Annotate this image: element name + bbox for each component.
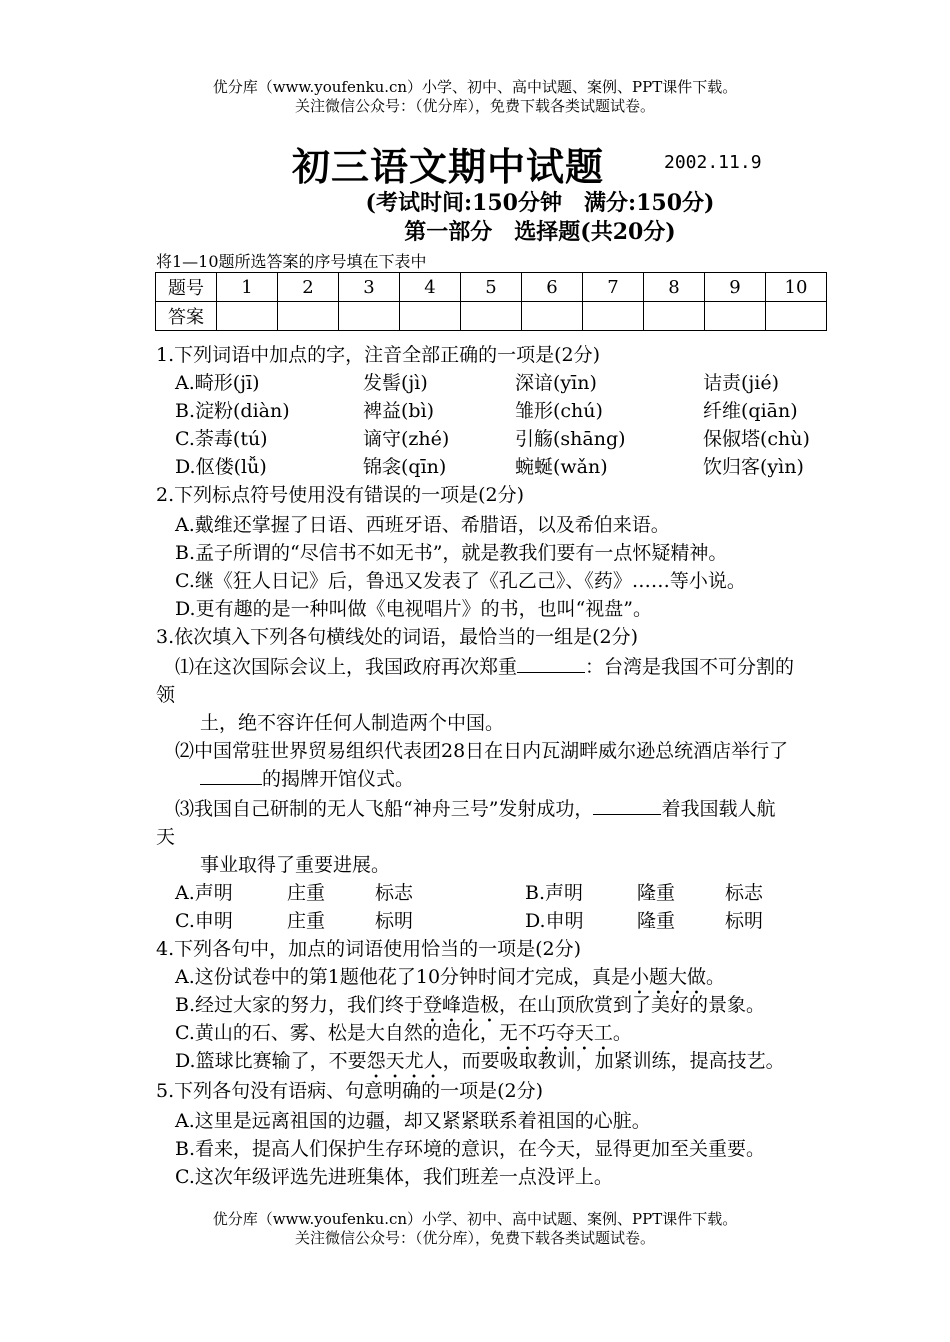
q5-option-a: A.这里是远离祖国的边疆，却又紧紧联系着祖国的心脏。 (175, 1110, 651, 1132)
answer-table-number-row (156, 273, 827, 302)
q3-sentence-1 (175, 652, 794, 679)
q3-blank-1[interactable] (517, 654, 585, 673)
q4-d-text: D.篮球比赛输了，不要 (175, 1050, 367, 1072)
q5-option-c: C.这次年级评选先进班集体，我们班差一点没评上。 (175, 1166, 613, 1188)
q3-b-1: B.声明 (525, 882, 584, 904)
answer-cell[interactable] (278, 302, 339, 331)
q1-b-2: 裨益(bì) (363, 400, 435, 422)
answer-cell[interactable] (644, 302, 705, 331)
q2-option-a: A.戴维还掌握了日语、西班牙语、希腊语，以及希伯来语。 (175, 514, 670, 536)
table-number-cell: 1 (217, 273, 278, 302)
answer-cell[interactable] (522, 302, 583, 331)
table-label-number: 题号 (156, 273, 217, 302)
q3-a-2: 庄重 (287, 882, 326, 904)
answer-cell[interactable] (766, 302, 827, 331)
answer-cell[interactable] (400, 302, 461, 331)
q1-a-1: A.畸形(jī) (175, 372, 260, 394)
q3-b-2: 隆重 (637, 882, 676, 904)
q1-b-4: 纤维(qiān) (703, 400, 798, 422)
exam-date: 2002.11.9 (664, 152, 762, 173)
q3-c-3: 标明 (375, 910, 414, 932)
q3-s1-part-a: ⑴在这次国际会议上，我国政府再次郑重 (175, 656, 518, 678)
q3-d-2: 隆重 (637, 910, 676, 932)
q4-c-end: 。 (612, 1022, 632, 1044)
q4-c-text: C.黄山的石、雾、松是大自然的造化， (175, 1022, 499, 1044)
q4-d-end: ，而要吸取教训，加紧训练，提高技艺。 (442, 1050, 785, 1072)
q5-option-b: B.看来，提高人们保护生存环境的意识，在今天，显得更加至关重要。 (175, 1138, 766, 1160)
table-instruction: 将1—10题所选答案的序号填在下表中 (156, 252, 427, 271)
q3-blank-2[interactable] (200, 766, 262, 785)
q3-s1-wrap: 领 (156, 684, 176, 706)
table-number-cell: 8 (644, 273, 705, 302)
q3-a-3: 标志 (375, 882, 414, 904)
answer-cell[interactable] (461, 302, 522, 331)
q4-c-dotted-term: 无不巧夺天工 (498, 1022, 613, 1044)
answer-table (155, 272, 827, 331)
table-number-cell: 10 (766, 273, 827, 302)
part-heading: 第一部分 选择题(共20分) (404, 219, 676, 245)
q4-b-text: B.经过大家的努力，我们终于 (175, 994, 424, 1016)
answer-cell[interactable] (339, 302, 400, 331)
page-title: 初三语文期中试题 (292, 144, 605, 189)
q1-b-3: 雏形(chú) (515, 400, 603, 422)
q1-c-2: 谪守(zhé) (363, 428, 450, 450)
q3-blank-3[interactable] (593, 796, 661, 815)
q3-b-3: 标志 (725, 882, 764, 904)
header-line-1: 优分库（www.youfenku.cn）小学、初中、高中试题、案例、PPT课件下载。 (212, 78, 738, 96)
table-number-cell: 5 (461, 273, 522, 302)
q3-s3-wrap: 天 (156, 826, 176, 848)
q1-c-4: 保俶塔(chù) (703, 428, 810, 450)
q3-a-1: A.声明 (175, 882, 233, 904)
q3-s3-continued: 事业取得了重要进展。 (200, 854, 391, 876)
q3-d-3: 标明 (725, 910, 764, 932)
q2-option-b: B.孟子所谓的“尽信书不如无书”，就是教我们要有一点怀疑精神。 (175, 542, 728, 564)
q3-s1-part-b: ：台湾是我国不可分割的 (585, 656, 795, 678)
question-2-stem: 2.下列标点符号使用没有错误的一项是(2分) (156, 484, 525, 506)
q4-b-dotted-term: 登峰造极 (423, 994, 500, 1016)
q1-c-3: 引觞(shāng) (515, 428, 626, 450)
q3-c-1: C.申明 (175, 910, 233, 932)
q3-c-2: 庄重 (287, 910, 326, 932)
answer-cell[interactable] (705, 302, 766, 331)
table-number-cell: 9 (705, 273, 766, 302)
q4-d-dotted-term: 怨天尤人 (366, 1050, 443, 1072)
q1-d-3: 蜿蜒(wǎn) (515, 456, 608, 478)
q2-option-c: C.继《狂人日记》后，鲁迅又发表了《孔乙己》、《药》……等小说。 (175, 570, 746, 592)
answer-cell[interactable] (217, 302, 278, 331)
table-number-cell: 7 (583, 273, 644, 302)
exam-info: (考试时间:150分钟 满分:150分) (365, 190, 715, 216)
q1-c-1: C.荼毒(tú) (175, 428, 268, 450)
q1-a-2: 发髻(jì) (363, 372, 428, 394)
q3-s3-part-b: 着我国载人航 (661, 798, 776, 820)
q2-option-d: D.更有趣的是一种叫做《电视唱片》的书，也叫“视盘”。 (175, 598, 653, 620)
table-number-cell: 2 (278, 273, 339, 302)
answer-cell[interactable] (583, 302, 644, 331)
q3-sentence-2-continued (200, 764, 414, 791)
q4-a-end: 。 (706, 966, 726, 988)
table-number-cell: 6 (522, 273, 583, 302)
q1-d-1: D.伛偻(lǚ) (175, 456, 267, 478)
title-row (0, 136, 950, 189)
q3-s3-part-a: ⑶我国自己研制的无人飞船“神舟三号”发射成功， (175, 798, 594, 820)
q1-a-4: 诘责(jié) (703, 372, 780, 394)
footer-line-1: 优分库（www.youfenku.cn）小学、初中、高中试题、案例、PPT课件下载。 (212, 1210, 738, 1228)
question-4-stem: 4.下列各句中，加点的词语使用恰当的一项是(2分) (156, 938, 582, 960)
header-line-2: 关注微信公众号：（优分库），免费下载各类试题试卷。 (294, 97, 655, 115)
q3-sentence-3 (175, 794, 775, 821)
q3-sentence-2: ⑵中国常驻世界贸易组织代表团28日在日内瓦湖畔威尔逊总统酒店举行了 (175, 740, 789, 762)
q3-s1-continued: 土，绝不容许任何人制造两个中国。 (200, 712, 505, 734)
footer-line-2: 关注微信公众号：（优分库），免费下载各类试题试卷。 (294, 1229, 655, 1247)
q1-b-1: B.淀粉(diàn) (175, 400, 290, 422)
q1-a-3: 深谙(yīn) (515, 372, 597, 394)
q1-d-2: 锦衾(qīn) (363, 456, 447, 478)
q4-a-text: A.这份试卷中的第1题他花了10分钟时间才完成，真是 (175, 966, 631, 988)
table-number-cell: 4 (400, 273, 461, 302)
question-3-stem: 3.依次填入下列各句横线处的词语，最恰当的一组是(2分) (156, 626, 639, 648)
q3-s2-part-b: 的揭牌开馆仪式。 (262, 768, 415, 790)
q4-a-dotted-term: 小题大做 (630, 966, 707, 988)
answer-table-answer-row (156, 302, 827, 331)
q4-b-end: ，在山顶欣赏到了美好的景象。 (499, 994, 766, 1016)
table-label-answer: 答案 (156, 302, 217, 331)
question-5-stem: 5.下列各句没有语病、句意明确的一项是(2分) (156, 1080, 544, 1102)
q3-d-1: D.申明 (525, 910, 584, 932)
question-1-stem: 1.下列词语中加点的字，注音全部正确的一项是(2分) (156, 344, 601, 366)
q1-d-4: 饮归客(yìn) (703, 456, 804, 478)
table-number-cell: 3 (339, 273, 400, 302)
